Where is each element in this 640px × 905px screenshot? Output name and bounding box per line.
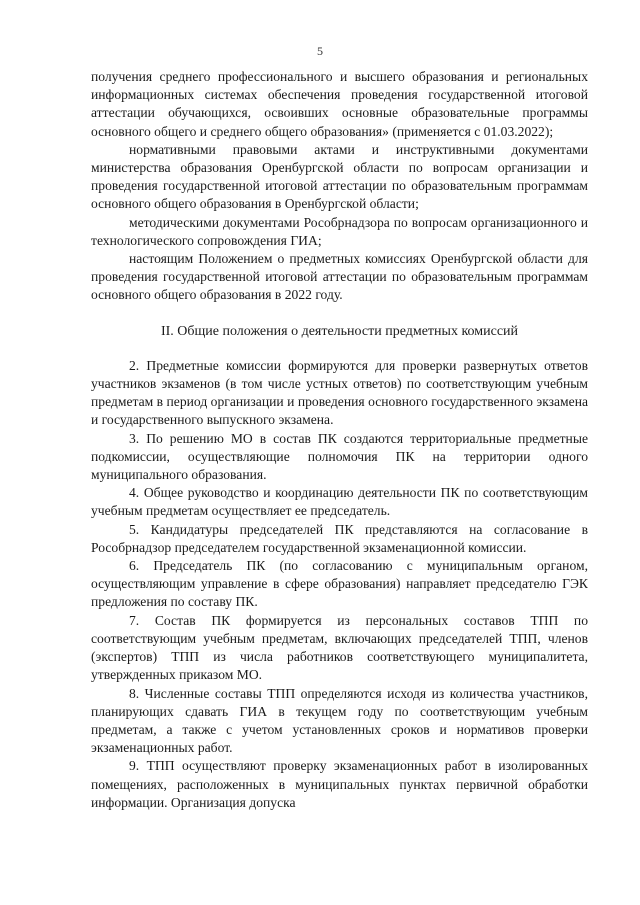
paragraph-this-regulation: настоящим Положением о предметных комиссиях Оренбургской области для проведения государственной итоговой аттестации по образовательным программам основного общего образования в 2022 году.: [91, 251, 588, 303]
paragraph-continuation: получения среднего профессионального и высшего образования и региональных информационных системах обеспечения проведения государственной итоговой аттестации обучающихся, освоивших основные образовательные программы основного общего и среднего общего образования» (применяется с 01.03.2022);: [91, 69, 588, 139]
paragraph-item-5: 5. Кандидатуры председателей ПК представляются на согласование в Рособрнадзор председателем государственной экзаменационной комиссии.: [91, 521, 588, 555]
document-body: [91, 68, 588, 812]
page-number: 5: [317, 44, 323, 58]
section-title: II. Общие положения о деятельности предметных комиссий: [160, 323, 519, 339]
paragraph-item-8: 8. Численные составы ТПП определяются исходя из количества участников, планирующих сдавать ГИА в текущем году по соответствующим учебным предметам, а также с учетом установленных сроков и нормативов проверки экзаменационных работ.: [91, 685, 588, 756]
paragraph-item-4: 4. Общее руководство и координацию деятельности ПК по соответствующим учебным предметам осуществляет ее председатель.: [91, 485, 588, 519]
paragraph-item-7: 7. Состав ПК формируется из персональных составов ТПП по соответствующим учебным предметам, включающих председателей ТПП, членов (экспертов) ТПП из числа работников соответствующего муниципалитета, утвержденных приказом МО.: [91, 612, 588, 683]
paragraph-methodical-docs: методическими документами Рособрнадзора по вопросам организационного и технологического сопровождения ГИА;: [91, 214, 588, 248]
paragraph-item-2: 2. Предметные комиссии формируются для проверки развернутых ответов участников экзаменов (в том числе устных ответов) по соответствующим учебным предметам в период организации и проведения основного государственного экзамена и государственного выпускного экзамена.: [91, 357, 588, 428]
paragraph-item-6: 6. Председатель ПК (по согласованию с муниципальным органом, осуществляющим управление в сфере образования) направляет председателю ГЭК предложения по составу ПК.: [91, 558, 588, 610]
paragraph-item-3: 3. По решению МО в состав ПК создаются территориальные предметные подкомиссии, осуществляющие полномочия ПК на территории одного муниципального образования.: [91, 430, 588, 483]
paragraph-item-9: 9. ТПП осуществляют проверку экзаменационных работ в изолированных помещениях, расположенных в муниципальных пунктах первичной обработки информации. Организация допуска: [91, 758, 588, 810]
paragraph-regional-acts: нормативными правовыми актами и инструктивными документами министерства образования Оренбургской области по вопросам организации и проведения государственной итоговой аттестации по образовательным программам основного общего образования в Оренбургской области;: [91, 141, 588, 212]
